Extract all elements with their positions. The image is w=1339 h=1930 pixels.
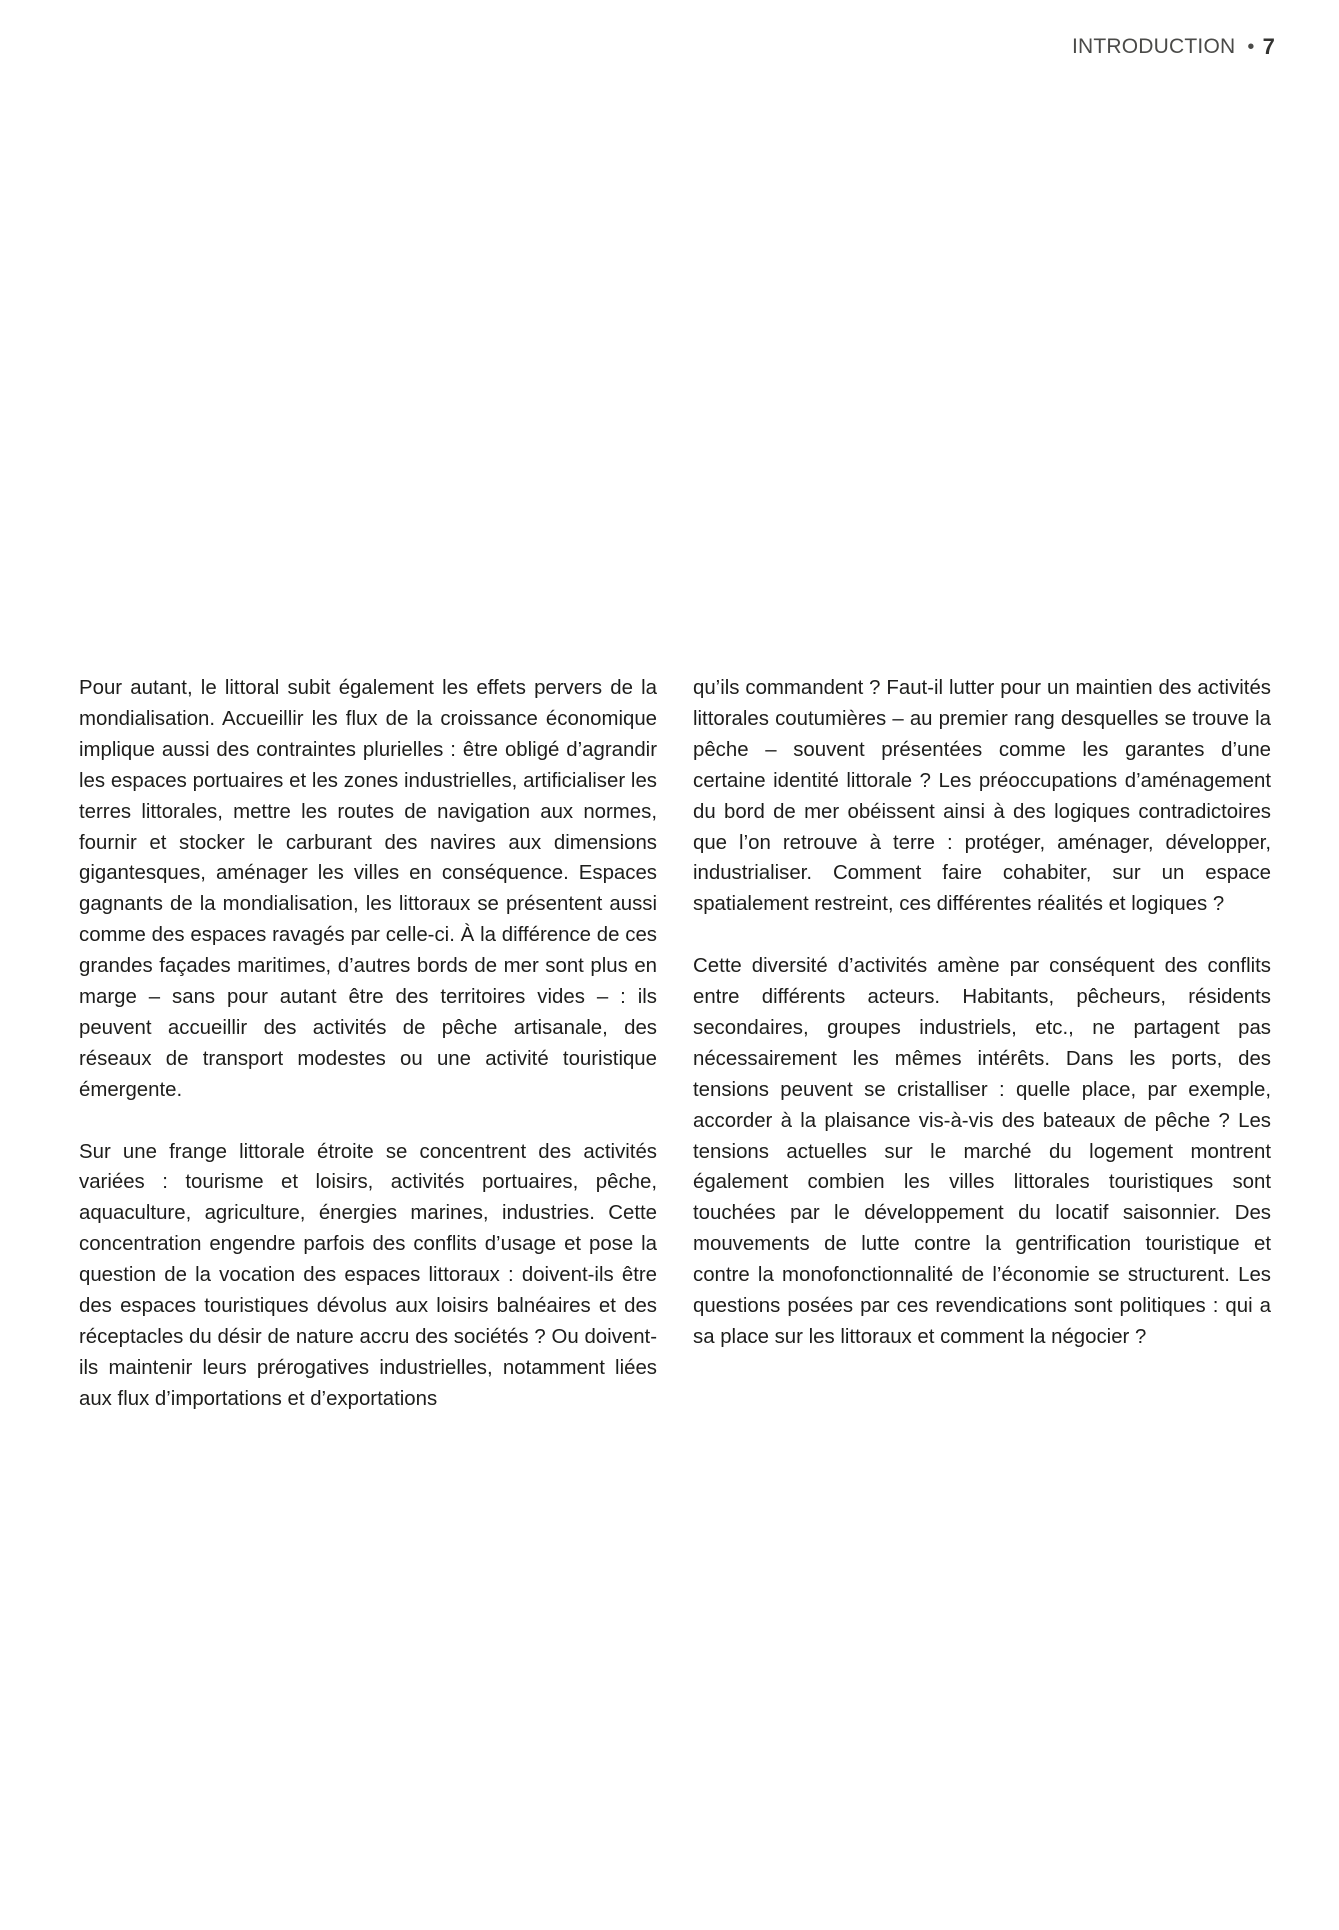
running-header	[1072, 34, 1275, 60]
left-text-column	[79, 673, 657, 1415]
right-text-column	[693, 673, 1271, 1353]
paragraph: Cette diversité d’activités amène par conséquent des conflits entre différents acteurs. Habitants, pêcheurs, résidents secondaires, groupes industriels, etc., ne partagent pas nécessairement les mêmes intérêts. Dans les ports, des tensions peuvent se cristalliser : quelle place, par exemple, accorder à la plaisance vis-à-vis des bateaux de pêche ? Les tensions actuelles sur le marché du logement montrent également combien les villes littorales touristiques sont touchées par le développement du locatif saisonnier. Des mouvements de lutte contre la gentrification touristique et contre la monofonctionnalité de l’économie se structurent. Les questions posées par ces revendications sont politiques : qui a sa place sur les littoraux et comment la négocier ?	[693, 955, 1271, 1349]
paragraph: Pour autant, le littoral subit également les effets pervers de la mondialisation. Accueillir les flux de la croissance économique implique aussi des contraintes plurielles : être obligé d’agrandir les espaces portuaires et les zones industrielles, artificialiser les terres littorales, mettre les routes de navigation aux normes, fournir et stocker le carburant des navires aux dimensions gigantesques, aménager les villes en conséquence. Espaces gagnants de la mondialisation, les littoraux se présentent aussi comme des espaces ravagés par celle-ci. À la différence de ces grandes façades maritimes, d’autres bords de mer sont plus en marge – sans pour autant être des territoires vides – : ils peuvent accueillir des activités de pêche artisanale, des réseaux de transport modestes ou une activité touristique émergente.	[79, 677, 657, 1101]
bullet-separator-icon: •	[1247, 35, 1255, 58]
paragraph: qu’ils commandent ? Faut-il lutter pour un maintien des activités littorales coutumières – au premier rang desquelles se trouve la pêche – souvent présentées comme les garantes d’une certaine identité littorale ? Les préoccupations d’aménagement du bord de mer obéissent ainsi à des logiques contradictoires que l’on retrouve à terre : protéger, aménager, développer, industrialiser. Comment faire cohabiter, sur un espace spatialement restreint, ces différentes réalités et logiques ?	[693, 677, 1271, 916]
section-title: INTRODUCTION	[1071, 35, 1236, 58]
page-number: 7	[1262, 34, 1275, 59]
paragraph: Sur une frange littorale étroite se concentrent des activités variées : tourisme et loisirs, activités portuaires, pêche, aquaculture, agriculture, énergies marines, industries. Cette concentration engendre parfois des conflits d’usage et pose la question de la vocation des espaces littoraux : doivent-ils être des espaces touristiques dévolus aux loisirs balnéaires et des réceptacles du désir de nature accru des sociétés ? Ou doivent-ils maintenir leurs prérogatives industrielles, notamment liées aux flux d’importations et d’exportations	[79, 1140, 657, 1410]
